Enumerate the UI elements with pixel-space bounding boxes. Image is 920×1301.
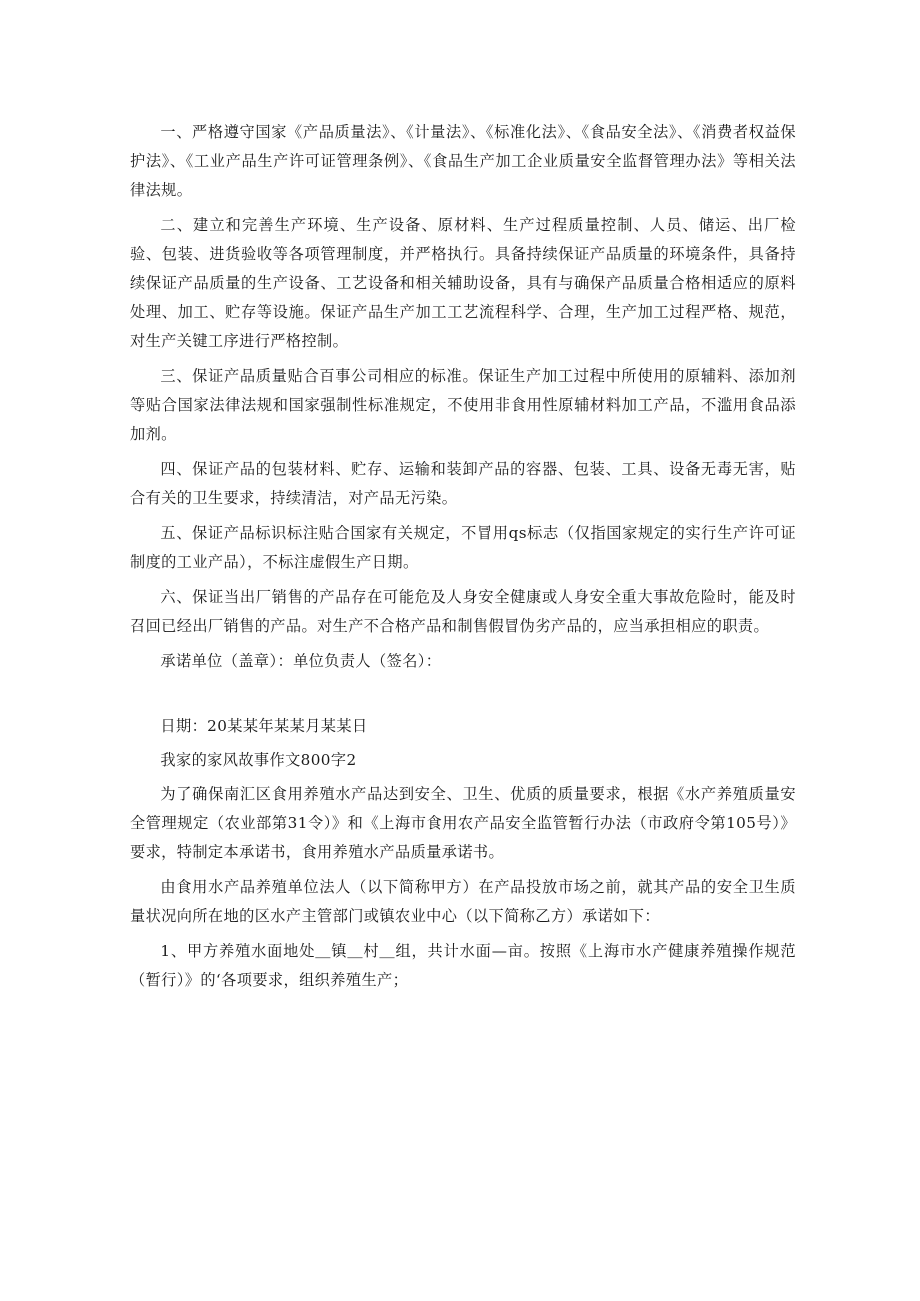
essay-title: 我家的家风故事作文800字2 (160, 751, 357, 769)
clause-3: 三、保证产品质量贴合百事公司相应的标准。保证生产加工过程中所使用的原辅料、添加剂等贴合国家法律法规和国家强制性标准规定，不使用非食用性原辅材料加工产品，不滥用食品添加剂。 (130, 367, 796, 443)
clause-1: 一、严格遵守国家《产品质量法》、《计量法》、《标准化法》、《食品安全法》、《消费者权益保护法》、《工业产品生产许可证管理条例》、《食品生产加工企业质量安全监督管理办法》等相关法律法规。 (130, 123, 796, 199)
item-1-paragraph: 1、甲方养殖水面地处＿镇＿村＿组，共计水面—亩。按照《上海市水产健康养殖操作规范（暂行）》的‘各项要求，组织养殖生产； (130, 942, 796, 989)
intro-paragraph: 为了确保南汇区食用养殖水产品达到安全、卫生、优质的质量要求，根据《水产养殖质量安全管理规定（农业部第31令）》和《上海市食用农产品安全监管暂行办法（市政府令第105号）》要求，特制定本承诺书，食用养殖水产品质量承诺书。 (130, 785, 796, 861)
party-paragraph: 由食用水产品养殖单位法人（以下简称甲方）在产品投放市场之前，就其产品的安全卫生质量状况向所在地的区水产主管部门或镇农业中心（以下简称乙方）承诺如下： (130, 878, 796, 925)
signature-line: 承诺单位（盖章）：单位负责人（签名）： (160, 652, 442, 670)
clause-6: 六、保证当出厂销售的产品存在可能危及人身安全健康或人身安全重大事故危险时，能及时召回已经出厂销售的产品。对生产不合格产品和制售假冒伪劣产品的，应当承担相应的职责。 (130, 588, 796, 635)
clause-5: 五、保证产品标识标注贴合国家有关规定，不冒用qs标志（仅指国家规定的实行生产许可证制度的工业产品），不标注虚假生产日期。 (130, 524, 796, 571)
clause-4: 四、保证产品的包装材料、贮存、运输和装卸产品的容器、包装、工具、设备无毒无害，贴合有关的卫生要求，持续清洁，对产品无污染。 (130, 460, 796, 507)
clause-2: 二、建立和完善生产环境、生产设备、原材料、生产过程质量控制、人员、储运、出厂检验、包装、进货验收等各项管理制度，并严格执行。具备持续保证产品质量的环境条件，具备持续保证产品质量的生产设备、工艺设备和相关辅助设备，具有与确保产品质量合格相适应的原料处理、加工、贮存等设施。保证产品生产加工工艺流程科学、合理，生产加工过程严格、规范，对生产关键工序进行严格控制。 (130, 216, 796, 350)
date-line: 日期：20某某年某某月某某日 (160, 717, 368, 735)
document-body (130, 118, 796, 1001)
